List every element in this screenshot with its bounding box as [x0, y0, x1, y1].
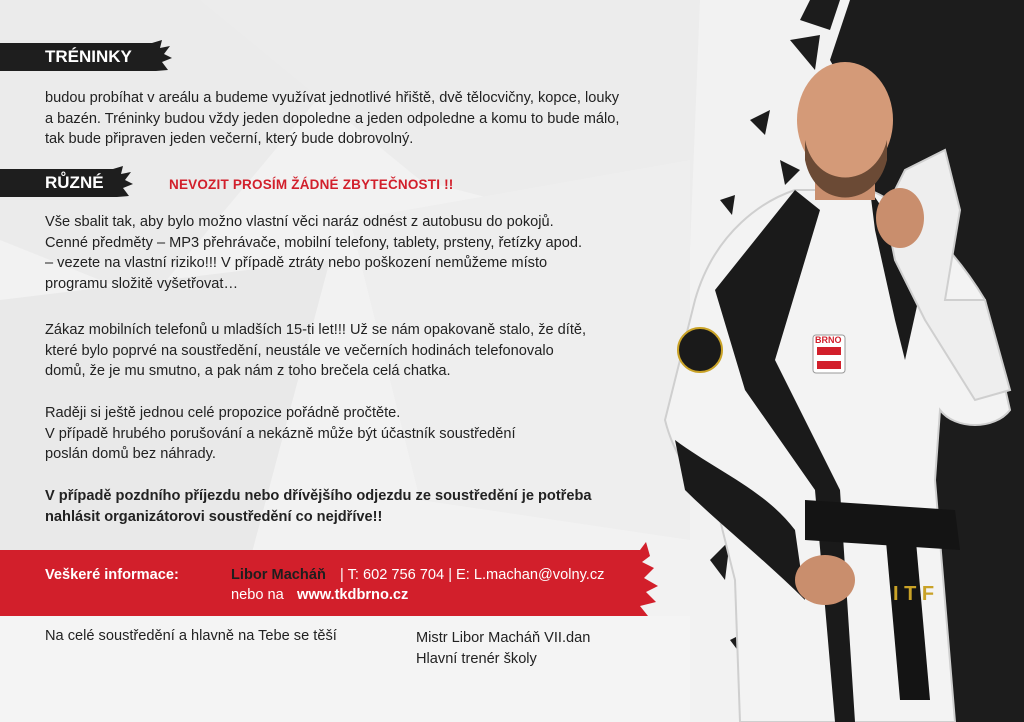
section-header-ruzne	[0, 169, 116, 197]
info-contact: | T: 602 756 704 | E: L.machan@volny.cz	[340, 567, 605, 583]
patch-text: BRNO	[815, 335, 842, 345]
ruzne-paragraph-4: V případě pozdního příjezdu nebo dřívějšího odjezdu ze soustředění je potřeba nahlásit organizátorovi soustředění co nejdříve!!	[45, 488, 592, 525]
footer-greeting: Na celé soustředění a hlavně na Tebe se těší	[45, 628, 337, 644]
ruzne-paragraph-3: Raději si ještě jednou celé propozice pořádně pročtěte. V případě hrubého porušování a nekázně může být účastník soustředění poslán domů bez náhrady.	[45, 405, 516, 462]
torn-edge-icon	[152, 40, 174, 74]
belt-text: I T F	[893, 583, 935, 605]
torn-edge-icon	[113, 166, 135, 200]
fighter-photo	[655, 60, 1024, 722]
warning-text: NEVOZIT PROSÍM ŽÁDNÉ ZBYTEČNOSTI !!	[169, 177, 454, 192]
itf-patch-icon	[678, 328, 722, 372]
treninky-text: budou probíhat v areálu a budeme využívat jednotlivé hřiště, dvě tělocvičny, kopce, louky a bazén. Tréninky budou vždy jeden dopoledne a jeden odpoledne a komu to bude málo, tak bude připraven jeden večerní, který bude dobrovolný.	[45, 90, 620, 147]
signature-title: Hlavní trenér školy	[416, 651, 537, 667]
ruzne-paragraph-1: Vše sbalit tak, aby bylo možno vlastní věci naráz odnést z autobusu do pokojů. Cenné předměty – MP3 přehrávače, mobilní telefony, tablety, prsteny, řetízky apod. – vezete na vlastní riziko!!! V případě ztráty nebo poškození nemůžeme místo programu složitě vyšetřovat…	[45, 214, 582, 292]
section-title-treninky: TRÉNINKY	[45, 47, 132, 66]
torn-edge-icon	[620, 540, 664, 626]
footer-signature	[416, 628, 590, 670]
info-web-prefix: nebo na	[231, 587, 284, 603]
info-label: Veškeré informace:	[45, 567, 179, 583]
ruzne-paragraph-2: Zákaz mobilních telefonů u mladších 15-ti let!!! Už se nám opakovaně stalo, že dítě, které bylo poprvé na soustředění, neustále ve večerních hodinách telefonovalo domů, že je mu smutno, a pak nám z toho brečela celá chatka.	[45, 322, 587, 379]
section-header-treninky	[0, 43, 156, 71]
section-title-ruzne: RŮZNÉ	[45, 173, 104, 192]
website-link[interactable]: www.tkdbrno.cz	[297, 587, 409, 603]
info-name: Libor Macháň	[231, 567, 326, 583]
info-band	[0, 550, 640, 616]
signature-name: Mistr Libor Macháň VII.dan	[416, 630, 591, 646]
